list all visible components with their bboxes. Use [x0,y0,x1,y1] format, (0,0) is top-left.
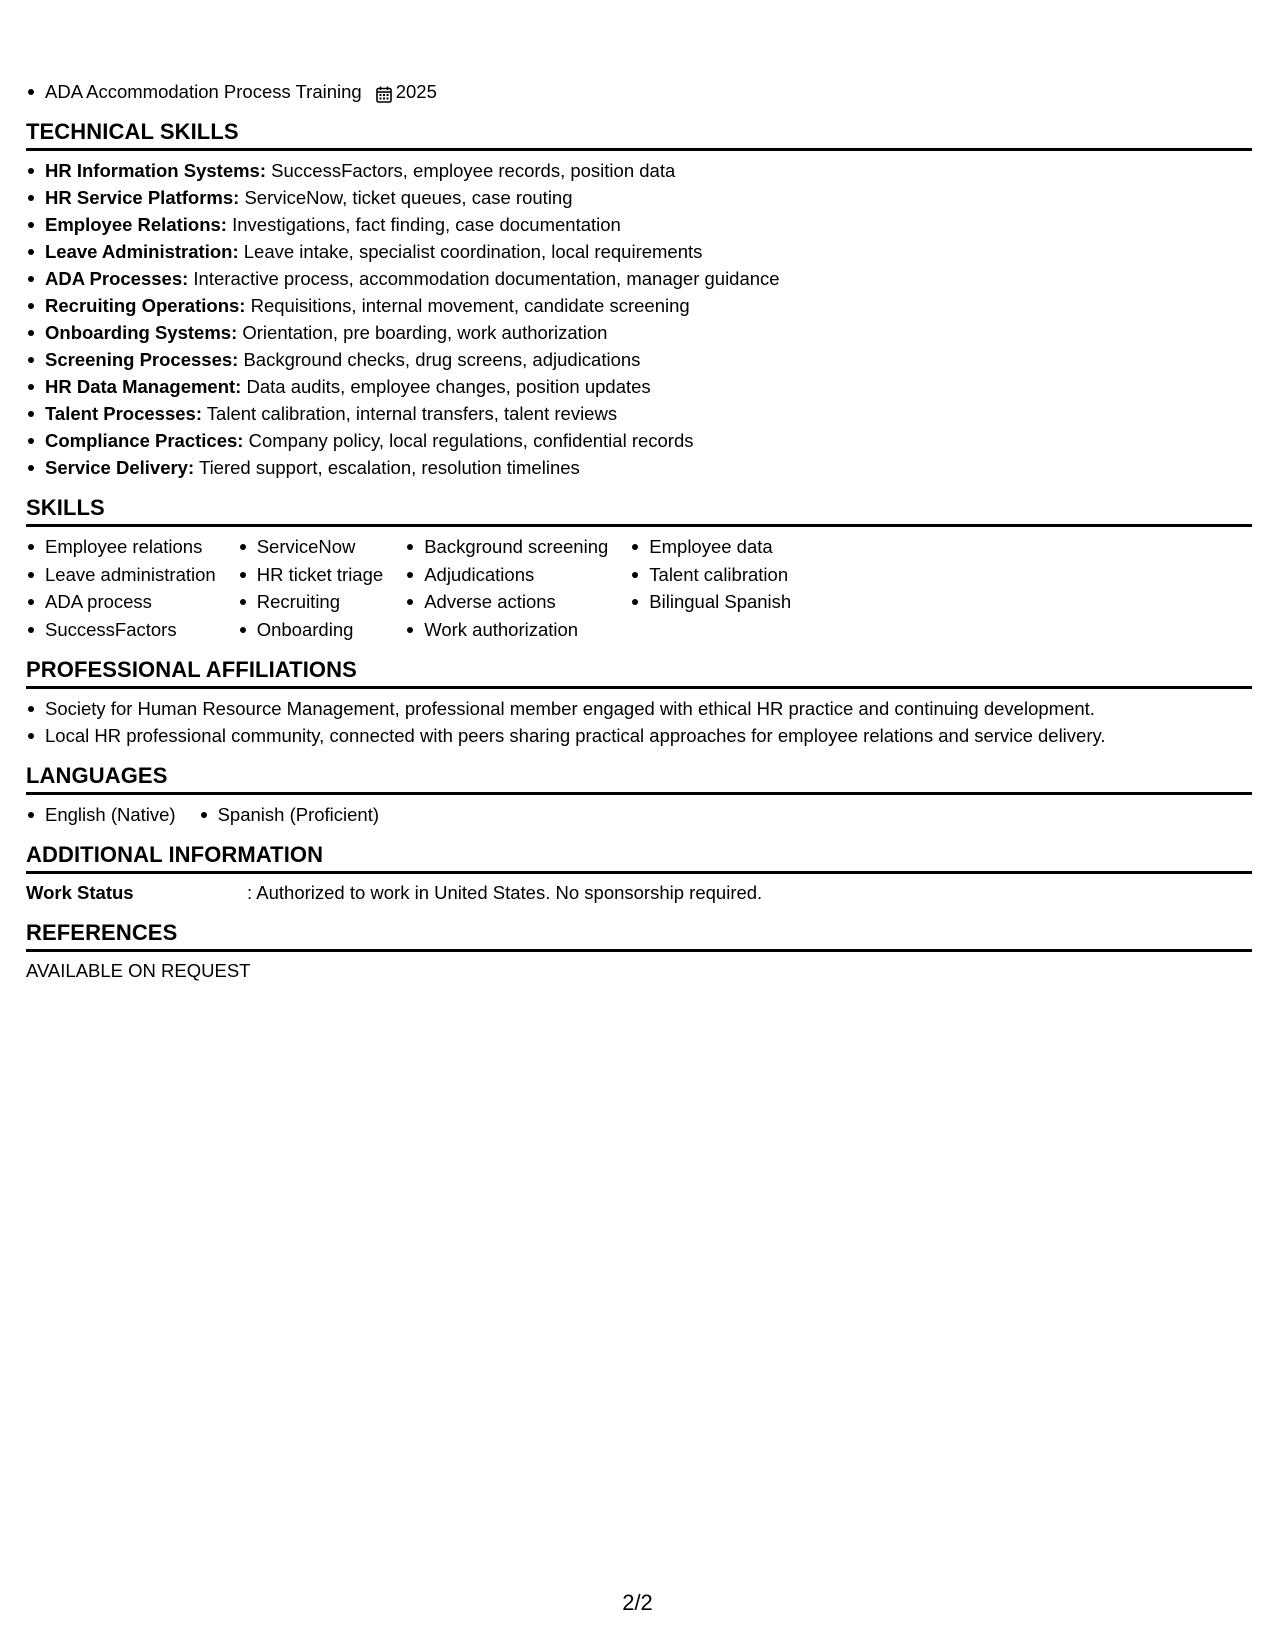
technical-skill-item [26,292,1252,319]
languages-list [26,801,1252,828]
skill-item: Adjudications [405,561,608,589]
skill-item: Work authorization [405,616,608,644]
technical-skill-item [26,184,1252,211]
skills-heading: SKILLS [26,481,1252,527]
skill-detail: Requisitions, internal movement, candidate screening [250,295,690,316]
languages-heading: LANGUAGES [26,749,1252,795]
skill-detail: Company policy, local regulations, confidential records [248,430,694,451]
certification-list [26,78,1252,105]
affiliations-list [26,695,1252,749]
affiliations-heading: PROFESSIONAL AFFILIATIONS [26,643,1252,689]
skill-detail: Leave intake, specialist coordination, local requirements [243,241,703,262]
skills-grid [26,527,1252,643]
skill-category: ADA Processes: [45,268,189,289]
work-status-label: Work Status [26,882,134,903]
technical-skill-item [26,211,1252,238]
language-item: Spanish (Proficient) [199,801,379,828]
skill-detail: Interactive process, accommodation documentation, manager guidance [193,268,780,289]
technical-skill-item [26,319,1252,346]
certification-name: ADA Accommodation Process Training [45,81,362,102]
skill-category: Onboarding Systems: [45,322,238,343]
references-heading: REFERENCES [26,906,1252,952]
references-text: AVAILABLE ON REQUEST [26,960,251,981]
skill-item: Recruiting [238,588,383,616]
technical-skill-item [26,373,1252,400]
certification-item [26,78,1252,105]
skills-column [26,533,216,643]
skill-item: Bilingual Spanish [630,588,791,616]
skill-detail: Talent calibration, internal transfers, talent reviews [206,403,618,424]
skill-category: Screening Processes: [45,349,239,370]
skill-detail: SuccessFactors, employee records, position data [271,160,676,181]
skill-item: Employee relations [26,533,216,561]
skill-item: SuccessFactors [26,616,216,644]
skill-item: ADA process [26,588,216,616]
skills-column [630,533,791,643]
skill-item: Background screening [405,533,608,561]
skill-category: Leave Administration: [45,241,239,262]
skill-item: Talent calibration [630,561,791,589]
skill-category: Recruiting Operations: [45,295,246,316]
affiliation-item: Local HR professional community, connected with peers sharing practical approaches for employee relations and service delivery. [26,722,1252,749]
skill-category: HR Data Management: [45,376,242,397]
resume-page [26,78,1252,984]
skill-category: Service Delivery: [45,457,195,478]
skills-column [405,533,608,643]
technical-skills-heading: TECHNICAL SKILLS [26,105,1252,151]
technical-skill-item [26,427,1252,454]
work-status-row [26,880,1252,906]
technical-skill-item [26,238,1252,265]
skill-item: Leave administration [26,561,216,589]
technical-skill-item [26,157,1252,184]
skill-item: Adverse actions [405,588,608,616]
skill-category: HR Service Platforms: [45,187,240,208]
skill-detail: Tiered support, escalation, resolution timelines [198,457,580,478]
technical-skill-item [26,400,1252,427]
skills-column [238,533,383,643]
skill-detail: Orientation, pre boarding, work authorization [242,322,608,343]
additional-information-heading: ADDITIONAL INFORMATION [26,828,1252,874]
skill-detail: Background checks, drug screens, adjudications [243,349,641,370]
skill-item: ServiceNow [238,533,383,561]
calendar-icon [376,83,392,100]
technical-skill-item [26,265,1252,292]
work-status-value: : Authorized to work in United States. No sponsorship required. [247,882,763,903]
affiliation-item: Society for Human Resource Management, professional member engaged with ethical HR practice and continuing development. [26,695,1252,722]
certification-year: 2025 [395,81,437,102]
page-number: 2/2 [622,1590,653,1615]
technical-skill-item [26,346,1252,373]
skill-item: Onboarding [238,616,383,644]
skill-category: Employee Relations: [45,214,227,235]
skill-item: HR ticket triage [238,561,383,589]
language-item: English (Native) [26,801,176,828]
skill-item: Employee data [630,533,791,561]
technical-skill-item [26,454,1252,481]
skill-detail: ServiceNow, ticket queues, case routing [244,187,573,208]
skill-category: Compliance Practices: [45,430,244,451]
skill-detail: Investigations, fact finding, case documentation [232,214,621,235]
skill-category: Talent Processes: [45,403,202,424]
technical-skills-list [26,157,1252,481]
skill-detail: Data audits, employee changes, position updates [246,376,651,397]
skill-category: HR Information Systems: [45,160,267,181]
